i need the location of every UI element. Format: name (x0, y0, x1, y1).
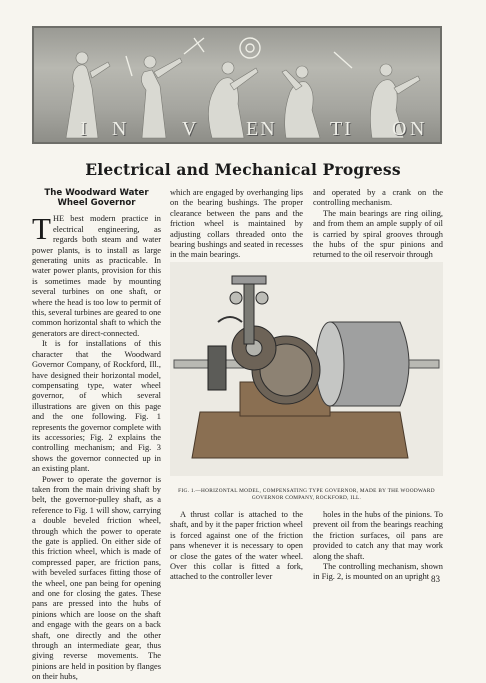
article-subhead: The Woodward Water Wheel Governor (44, 188, 149, 209)
frieze-letter: EN (246, 118, 277, 140)
article-paragraph: holes in the hubs of the pinions. To prevent oil from the bearings reaching the friction surfaces, oil pans are provided to catch any that may work along the shaft. (313, 510, 443, 561)
article-paragraph: The controlling mechanism, shown in Fig. 2, is mounted on an upright (313, 562, 443, 582)
figure-caption: FIG. 1.—HORIZONTAL MODEL, COMPENSATING TYPE GOVERNOR, MADE BY THE WOODWARD GOVERNOR COMPANY, ROCKFORD, ILL. (178, 488, 435, 502)
frieze-letter: TI (330, 118, 353, 140)
article-column-2 (170, 188, 303, 261)
frieze-figures (34, 28, 442, 144)
governor-machine-photo (170, 262, 443, 476)
header-frieze-illustration (32, 26, 442, 144)
drop-cap: T (32, 211, 51, 247)
article-paragraph: which are engaged by overhanging lips on the bearing bushings. The proper clearance between the pans and the friction wheel is maintained by adjusting collars threaded onto the bearing bushings and seated in recesses in the main bearings. (170, 188, 303, 260)
page-title: Electrical and Mechanical Progress (85, 160, 401, 179)
article-column-1 (32, 188, 161, 683)
page-number: 83 (431, 574, 440, 584)
article-paragraph: The main bearings are ring oiling, and from them an ample supply of oil is carried by spiral grooves through the hubs of the spur pinions and returned to the oil reservoir through (313, 208, 443, 260)
article-column-3 (313, 188, 443, 261)
article-column-2-continued (170, 510, 303, 583)
article-paragraph: A thrust collar is attached to the shaft, and by it the paper friction wheel is forced against one of the friction pans whenever it is necessary to open or close the gates of the water wheel. Over this collar is fitted a fork, attached to the controller lever (170, 510, 303, 582)
governor-machine-drawing (170, 262, 443, 476)
frieze-letter: O (392, 118, 409, 140)
frieze-letter: N (410, 118, 427, 140)
article-paragraph: THE best modern practice in electrical engineering, as regards both steam and water power plants, is to install as large generating units as practicable. In water power plants, provision for this is sometimes made by mounting several turbines on one shaft, or where the head is too low to permit of this, several turbines are geared to one common horizontal shaft to which the generators are direct-connected. (32, 211, 161, 338)
article-paragraph: Power to operate the governor is taken from the main driving shaft by belt, the governor-pulley shaft, as a reference to Fig. 1 will show, carrying a double beveled friction wheel, through which the power to operate the gate is applied. On either side of this friction wheel, which is made of compressed paper, are friction pans, with beveled surfaces fitting those of the wheel, one pan being for opening and one for closing the gates. These pans are pressed into the hubs of pinions which are loose on the shaft and engage with the gears on a back shaft, one directly and the other through an intermediate gear, thus giving reverse movements. The pinions are held in position by flanges on their hubs, (32, 474, 161, 682)
article-paragraph: and operated by a crank on the controlling mechanism. (313, 188, 443, 208)
frieze-letter: N (112, 118, 129, 140)
frieze-letter: I (80, 118, 89, 140)
article-column-3-continued (313, 510, 443, 583)
article-paragraph: It is for installations of this character that the Woodward Governor Company, of Rockford, Ill., have designed their horizontal model, compensating type, water wheel governor, of which several illustrations are given on this page and the one following. Fig. 1 represents the governor complete with its accessories; Fig. 2 explains the controlling mechanism; and Fig. 3 shows the governor connected up in an existing plant. (32, 339, 161, 474)
frieze-letter: V (182, 118, 199, 140)
